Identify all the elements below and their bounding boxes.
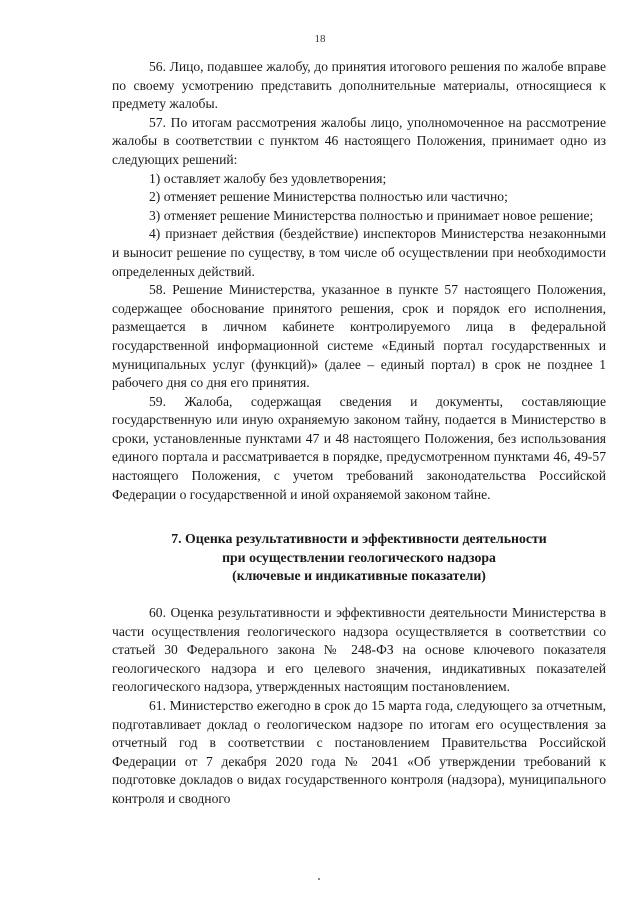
paragraph-60: 60. Оценка результативности и эффективности деятельности Министерства в части осуществления геологического надзора осуществляется в соответствии со статьей 30 Федерального закона № 248-ФЗ на основе ключевого показателя геологического надзора и его целевого значения, индикативных показателей геологического надзора, утвержденных настоящим постановлением.	[112, 605, 606, 695]
document-body	[112, 58, 606, 809]
section-heading-line-2: при осуществлении геологического надзора	[222, 549, 496, 565]
page-number: 18	[314, 33, 326, 45]
decision-item-2: 2) отменяет решение Министерства полностью или частично;	[149, 189, 508, 205]
decision-item-1: 1) оставляет жалобу без удовлетворения;	[149, 170, 387, 186]
section-heading-line-3: (ключевые и индикативные показатели)	[232, 568, 486, 584]
section-heading-line-1: 7. Оценка результативности и эффективности деятельности	[171, 531, 547, 547]
paragraph-58: 58. Решение Министерства, указанное в пункте 57 настоящего Положения, содержащее обоснование принятого решения, срок и порядок его исполнения, размещается в личном кабинете контролируемого лица в федеральной государственной информационной системе «Единый портал государственных и муниципальных услуг (функций)» (далее – единый портал) в срок не позднее 1 рабочего дня со дня его принятия.	[112, 282, 606, 391]
paragraph-56: 56. Лицо, подавшее жалобу, до принятия итогового решения по жалобе вправе по своему усмотрению представить дополнительные материалы, относящиеся к предмету жалобы.	[112, 59, 606, 112]
decision-item-4: 4) признает действия (бездействие) инспекторов Министерства незаконными и выносит решение по существу, в том числе об осуществлении при необходимости определенных действий.	[112, 226, 606, 279]
decision-item-3: 3) отменяет решение Министерства полностью и принимает новое решение;	[149, 207, 594, 223]
section-heading	[112, 530, 606, 586]
paragraph-59: 59. Жалоба, содержащая сведения и документы, составляющие государственную или иную охраняемую законом тайну, подается в Министерство в сроки, установленные пунктами 47 и 48 настоящего Положения, без использования единого портала и рассматривается в порядке, предусмотренном пунктами 46, 49-57 настоящего Положения, с учетом требований законодательства Российской Федерации о государственной и иной охраняемой законом тайне.	[112, 393, 606, 502]
scan-speck	[318, 878, 320, 880]
paragraph-57: 57. По итогам рассмотрения жалобы лицо, уполномоченное на рассмотрение жалобы в соответствии с пунктом 46 настоящего Положения, принимает одно из следующих решений:	[112, 114, 606, 167]
paragraph-61: 61. Министерство ежегодно в срок до 15 марта года, следующего за отчетным, подготавливает доклад о геологическом надзоре по итогам его осуществления за отчетный год в соответствии с постановлением Правительства Российской Федерации от 7 декабря 2020 года № 2041 «Об утверждении требований к подготовке докладов о видах государственного контроля (надзора), муниципального контроля и сводного	[112, 698, 606, 806]
